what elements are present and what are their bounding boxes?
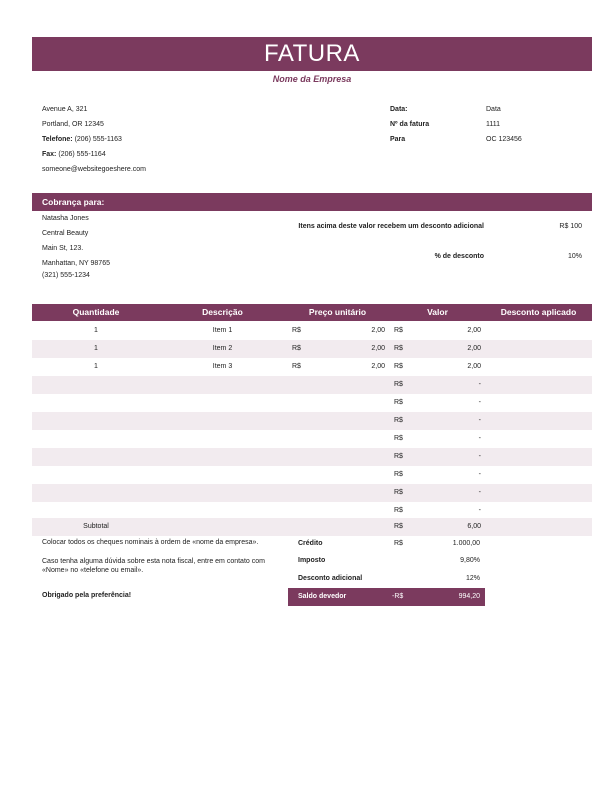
cell-qty: 1 <box>94 345 98 352</box>
extra-discount-label: Desconto adicional <box>298 575 363 582</box>
cell-cur: R$ <box>394 327 403 334</box>
cell-cur: R$ <box>394 435 403 442</box>
cell-cur: R$ <box>394 489 403 496</box>
discount-threshold-label: Itens acima deste valor recebem um desconto adicional <box>298 223 484 230</box>
cell-cur: R$ <box>292 363 301 370</box>
table-row <box>32 466 592 484</box>
cell-cur: R$ <box>292 327 301 334</box>
credit-cur: R$ <box>394 540 403 547</box>
subtotal-row <box>32 518 592 536</box>
table-header <box>32 304 592 321</box>
fax-label: Fax: <box>42 151 57 158</box>
cell-value: 2,00 <box>467 363 481 370</box>
cell-cur: R$ <box>394 507 403 514</box>
cell-value: - <box>478 435 481 442</box>
table-row <box>32 376 592 394</box>
invoice-title: FATURA <box>32 37 592 71</box>
balance-cur: -R$ <box>392 593 404 600</box>
cell-cur: R$ <box>394 345 403 352</box>
credit-value: 1.000,00 <box>452 540 480 547</box>
col-value: Valor <box>427 307 448 317</box>
tax-label: Imposto <box>298 557 326 564</box>
sender-address-1: Avenue A, 321 <box>42 106 88 113</box>
billing-street: Main St, 123. <box>42 245 84 252</box>
cell-desc: Item 2 <box>212 345 233 352</box>
balance-value: 994,20 <box>458 593 480 600</box>
tax-value: 9,80% <box>460 557 480 564</box>
invoice-number-value: 1111 <box>486 121 501 128</box>
note-checks: Colocar todos os cheques nominais à ordem de «nome da empresa». <box>42 539 259 546</box>
cell-cur: R$ <box>394 399 403 406</box>
phone-value: (206) 555-1163 <box>74 136 122 143</box>
cell-value: - <box>478 453 481 460</box>
discount-percent-label: % de desconto <box>434 253 484 260</box>
cell-desc: Item 3 <box>212 363 233 370</box>
col-unit-price: Preço unitário <box>308 307 367 317</box>
table-row <box>32 322 592 340</box>
cell-price: 2,00 <box>371 345 385 352</box>
phone-label: Telefone: <box>42 136 73 143</box>
billing-company: Central Beauty <box>42 230 89 237</box>
invoice-number-label: Nº da fatura <box>390 121 430 128</box>
cell-cur: R$ <box>394 417 403 424</box>
billing-title: Cobrança para: <box>32 193 592 211</box>
subtotal-label: Subtotal <box>83 523 109 530</box>
tax-row <box>288 552 485 570</box>
balance-label: Saldo devedor <box>298 593 347 600</box>
billing-name: Natasha Jones <box>42 215 89 222</box>
subtotal-cur: R$ <box>394 523 403 530</box>
table-row <box>32 340 592 358</box>
table-row <box>32 358 592 376</box>
col-description: Descrição <box>202 307 243 317</box>
credit-label: Crédito <box>298 540 323 547</box>
cell-desc: Item 1 <box>212 327 233 334</box>
cell-cur: R$ <box>394 471 403 478</box>
date-label: Data: <box>390 106 408 113</box>
to-label: Para <box>390 136 406 143</box>
cell-value: - <box>478 381 481 388</box>
col-discount-applied: Desconto aplicado <box>500 307 577 317</box>
credit-row <box>288 535 485 553</box>
cell-value: 2,00 <box>467 345 481 352</box>
billing-city: Manhattan, NY 98765 <box>42 260 110 267</box>
cell-cur: R$ <box>394 381 403 388</box>
col-quantity: Quantidade <box>72 307 120 317</box>
balance-row <box>288 588 485 606</box>
sender-email: someone@websitegoeshere.com <box>42 166 146 173</box>
fax-value: (206) 555-1164 <box>58 151 106 158</box>
table-row <box>32 394 592 412</box>
table-row <box>32 448 592 466</box>
sender-phone <box>42 136 122 143</box>
extra-discount-row <box>288 570 485 588</box>
cell-qty: 1 <box>94 327 98 334</box>
sender-fax <box>42 151 106 158</box>
to-value: OC 123456 <box>486 136 522 143</box>
date-value: Data <box>486 106 501 113</box>
table-row <box>32 430 592 448</box>
cell-cur: R$ <box>394 453 403 460</box>
subtotal-value: 6,00 <box>467 523 481 530</box>
cell-value: - <box>478 507 481 514</box>
discount-threshold-value: R$ 100 <box>559 223 582 230</box>
cell-qty: 1 <box>94 363 98 370</box>
cell-price: 2,00 <box>371 363 385 370</box>
cell-value: - <box>478 417 481 424</box>
note-questions: Caso tenha alguma dúvida sobre esta nota fiscal, entre em contato com «Nome» no «telefone ou email». <box>42 558 265 575</box>
table-row <box>32 412 592 430</box>
cell-price: 2,00 <box>371 327 385 334</box>
table-row <box>32 484 592 502</box>
note-thanks: Obrigado pela preferência! <box>42 592 132 599</box>
company-name: Nome da Empresa <box>272 74 352 84</box>
cell-value: - <box>478 399 481 406</box>
cell-value: - <box>478 489 481 496</box>
cell-cur: R$ <box>292 345 301 352</box>
extra-discount-value: 12% <box>465 575 480 582</box>
billing-phone: (321) 555-1234 <box>42 272 90 279</box>
cell-value: 2,00 <box>467 327 481 334</box>
cell-value: - <box>478 471 481 478</box>
sender-address-2: Portland, OR 12345 <box>42 121 104 128</box>
cell-cur: R$ <box>394 363 403 370</box>
discount-percent-value: 10% <box>567 253 582 260</box>
